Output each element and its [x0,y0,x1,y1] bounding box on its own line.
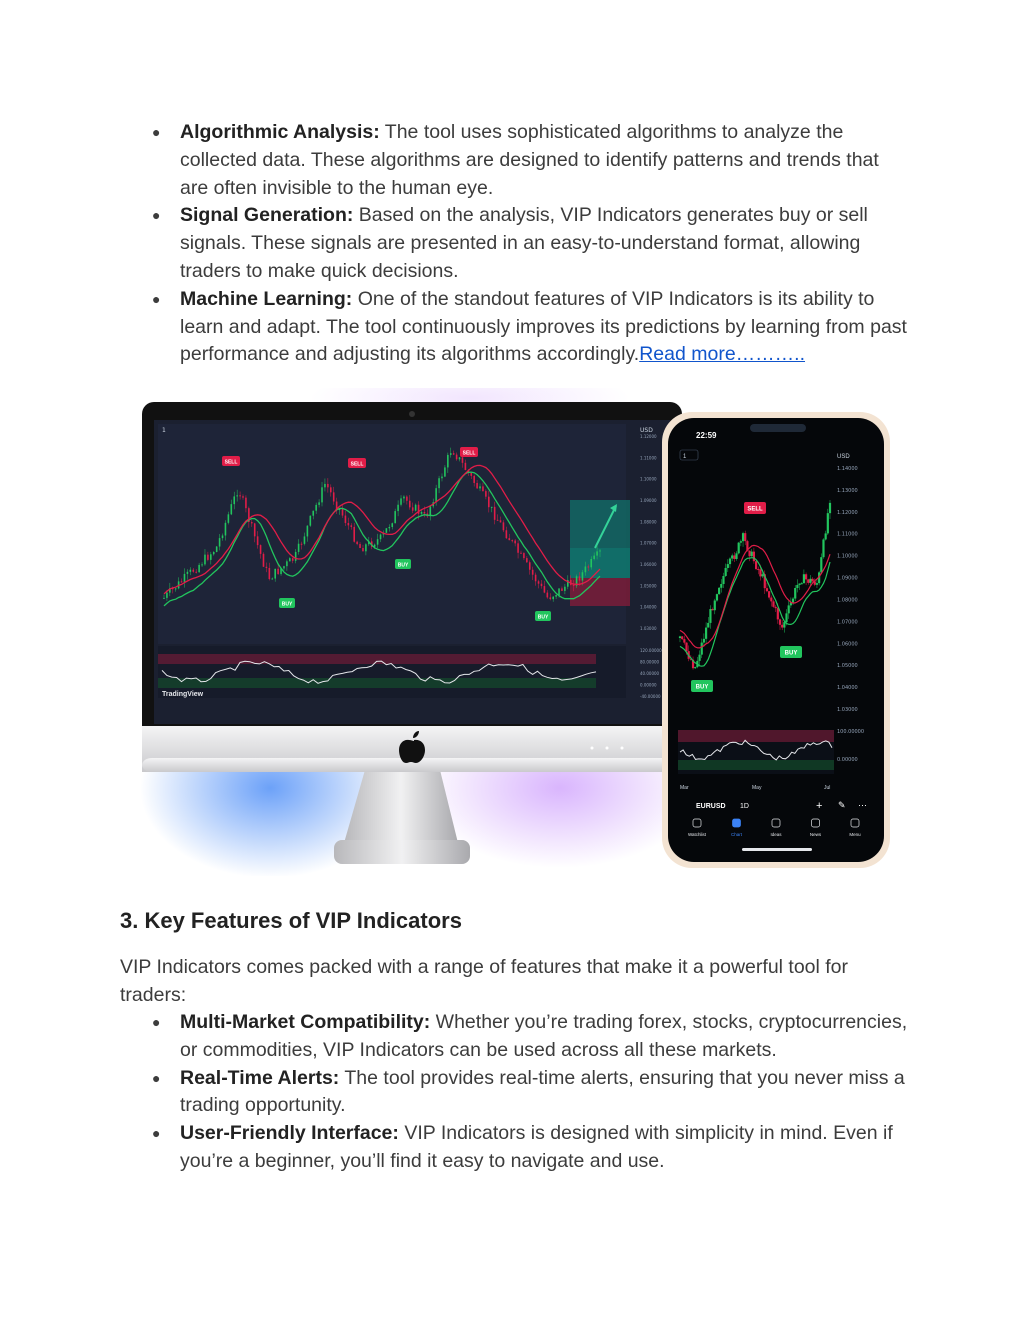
candle-body [549,597,551,599]
candle-body [380,535,382,540]
candle-body [508,538,510,540]
nav-label: Chart [730,832,743,837]
candle-body [251,522,253,523]
bullet-marker: ● [152,1069,161,1086]
axis-tick-label: 1.05000 [837,663,858,670]
candle-body [403,497,405,499]
axis-tick-label: -40.00000 [640,694,661,699]
candle-body [825,533,827,539]
candle-body [435,488,437,502]
candle-body [731,555,733,558]
candle-body [794,588,796,599]
candle-body [421,512,423,514]
candle-body [564,587,566,591]
candle-body [762,574,764,576]
candle-body [529,562,531,569]
bullet-term: Multi-Market Compatibility: [180,1011,431,1033]
candle-body [751,552,753,557]
candle-body [809,579,811,583]
candle-body [465,463,467,470]
axis-tick-label: 1.08000 [837,597,858,604]
candle-body [424,512,426,514]
bullet-text: Based on the analysis, VIP Indicators generates buy or sell signals. These signals are presented in an easy-to-understand format, allowing traders to make quick decisions. [180,204,868,282]
candle-body [292,558,294,561]
desktop-interval[interactable]: 1 [162,427,166,434]
add-icon[interactable]: + [816,800,823,812]
candle-body [254,523,256,536]
candle-body [517,543,519,552]
desktop-oscillator-pane [158,646,626,698]
candle-body [582,572,584,580]
axis-tick-label: 1.13000 [837,487,858,494]
candle-body [599,550,601,551]
candle-body [310,516,312,526]
candle-body [709,609,711,623]
candle-body [541,584,543,586]
candle-body [213,552,215,554]
candle-body [523,553,525,558]
bullet-term: Signal Generation: [180,204,354,227]
candle-body [473,476,475,483]
candle-body [462,457,464,463]
candle-body [788,605,790,613]
bullet-item [152,286,912,369]
candle-body [438,478,440,488]
axis-tick-label: 1.11000 [837,531,858,538]
candle-body [330,487,332,492]
sell-label: SELL [747,506,763,513]
candle-body [781,625,783,628]
desktop-sell-signal [348,458,366,468]
desktop-sell-signal [222,456,240,466]
candle-body [753,552,755,562]
candle-body [766,588,768,591]
bullet-marker: ● [152,290,161,307]
bullet-term: User-Friendly Interface: [180,1122,399,1145]
candle-body [327,484,329,487]
candle-body [705,628,707,639]
candle-body [822,539,824,557]
candle-body [694,667,696,668]
candle-body [353,527,355,542]
candle-body [245,498,247,509]
candle-body [590,559,592,567]
candle-body [544,586,546,593]
candle-body [348,523,350,525]
candle-body [727,564,729,568]
candle-body [792,599,794,603]
candle-body [491,507,493,508]
desktop-sell-signal [460,447,478,457]
candle-body [269,568,271,579]
candle-body [295,552,297,561]
candle-body [312,511,314,516]
candle-body [698,655,700,661]
candle-body [257,536,259,545]
candle-body [315,505,317,511]
axis-tick-label: 1.12000 [837,509,858,516]
candle-body [201,564,203,565]
sell-label: SELL [224,459,238,466]
candle-body [785,613,787,622]
axis-tick-label: 1.06000 [837,641,858,648]
candle-body [400,498,402,504]
axis-tick-label: 1.09000 [837,575,858,582]
candle-body [812,579,814,582]
candle-body [274,569,276,579]
month-label: May [752,785,762,791]
candle-body [239,495,241,496]
candle-body [190,570,192,572]
candle-body [552,597,554,599]
candle-body [219,538,221,546]
candle-body [470,473,472,476]
candle-body [386,528,388,533]
candle-body [175,588,177,589]
candle-body [803,574,805,583]
candle-body [829,503,831,513]
candle-body [184,574,186,582]
candle-body [494,507,496,520]
desktop-currency[interactable]: USD [640,427,653,434]
candle-body [587,566,589,567]
candle-body [683,639,685,643]
intro-bullet-list [152,119,912,369]
candle-body [770,598,772,602]
candle-body [456,455,458,460]
bullet-marker: ● [152,124,161,140]
candle-body [304,536,306,543]
section-heading: 3. Key Features of VIP Indicators [120,908,462,933]
candle-body [714,601,716,611]
candle-body [394,511,396,523]
bullet-text: One of the standout features of VIP Indicators is its ability to learn and adapt. The tool continuously improves its predictions by learning from past performance and adjusting its algorithms accordingly. [180,287,907,366]
candle-body [742,533,744,541]
candle-body [757,569,759,570]
candle-body [685,643,687,652]
candle-body [796,585,798,588]
nav-label: Menu [849,832,861,837]
desktop-stop-zone [570,578,630,606]
candle-body [233,496,235,504]
nav-label: News [809,832,822,837]
candle-body [725,568,727,576]
candle-body [738,543,740,554]
candle-body [342,509,344,516]
axis-tick-label: 1.10000 [640,476,657,482]
candle-body [479,486,481,488]
candle-body [526,558,528,562]
phone-sell-signal [744,502,766,514]
candle-body [497,520,499,521]
candle-body [266,567,268,568]
bullet-text: VIP Indicators is designed with simplicity in mind. Even if you’re a beginner, you’ll find it easy to navigate and use. [180,1122,893,1172]
bullet-marker: ● [152,1125,161,1142]
candle-body [216,547,218,552]
candle-body [707,623,709,628]
candle-body [783,622,785,627]
axis-tick-label: 1.04000 [640,604,657,610]
candle-body [412,507,414,510]
bullet-marker: ● [152,1014,161,1030]
bullet-item [152,202,912,285]
candle-body [389,527,391,528]
candle-body [720,584,722,588]
phone-screen [668,418,884,862]
candle-body [298,544,300,552]
phone-buy-signal [691,680,713,692]
read-more-link[interactable]: Read more……….. [639,343,806,366]
candle-body [532,570,534,575]
candle-body [798,584,800,585]
candle-body [827,513,829,533]
candle-body [441,477,443,479]
candle-body [712,609,714,610]
candle-body [198,565,200,572]
candle-body [359,544,361,548]
candle-body [585,566,587,572]
candle-body [228,514,230,523]
candle-body [772,601,774,606]
phone-notch [750,424,806,432]
candle-body [775,607,777,608]
phone-time: 22:59 [696,431,717,440]
candle-body [755,561,757,569]
candle-body [729,559,731,565]
candle-body [377,539,379,544]
candle-body [520,553,522,554]
desktop-buy-signal [279,598,295,608]
candle-body [488,497,490,508]
candle-body [307,526,309,537]
candle-body [459,457,461,459]
desktop-buy-signal [535,611,551,621]
candle-body [415,505,417,511]
bullet-text: The tool provides real-time alerts, ensuring that you never miss a trading opportunity. [180,1066,905,1117]
candle-body [263,554,265,567]
candle-body [777,608,779,619]
candle-body [271,579,273,580]
candle-body [506,530,508,538]
candle-body [476,483,478,488]
bullet-item [152,1009,912,1065]
candle-body [681,636,683,639]
candle-body [555,595,557,597]
axis-tick-label: 40.00000 [640,671,660,676]
axis-tick-label: 1.06000 [640,562,657,567]
candle-body [163,598,165,599]
buy-label: BUY [281,601,293,608]
nav-label: Watchlist [687,832,707,837]
axis-tick-label: 1.05000 [640,583,657,589]
phone-interval[interactable]: 1 [683,454,687,460]
bullet-item [152,119,912,202]
candle-body [231,504,233,514]
draw-pencil-icon[interactable]: ✎ [838,800,846,810]
buy-label: BUY [695,684,709,691]
buy-label: BUY [537,614,549,621]
axis-tick-label: 1.08000 [640,519,657,525]
axis-tick-label: 0.00000 [640,682,657,688]
candle-body [409,501,411,508]
candle-body [759,569,761,576]
phone-currency[interactable]: USD [837,454,850,460]
candle-body [514,541,516,544]
candle-body [289,558,291,561]
bullet-term: Real-Time Alerts: [180,1066,340,1089]
candle-body [181,581,183,582]
candle-body [573,585,575,586]
candle-body [260,545,262,554]
axis-tick-label: 1.07000 [837,619,858,626]
bullet-text: Whether you’re trading forex, stocks, cryptocurrencies, or commodities, VIP Indicators can be used across all these markets. [180,1011,908,1061]
candle-body [301,544,303,545]
candle-body [225,523,227,536]
section-intro: VIP Indicators comes packed with a range of features that make it a powerful tool for traders: [120,956,849,1006]
candle-body [482,486,484,491]
axis-tick-label: 1.11000 [640,455,657,461]
candle-body [397,505,399,511]
candle-body [350,525,352,527]
feature-bullet-list [152,1009,912,1176]
candle-body [558,588,560,595]
axis-tick-label: 1.10000 [837,553,858,560]
candle-body [748,551,750,556]
sell-label: SELL [350,461,364,468]
candle-body [485,491,487,497]
candle-body [535,575,537,582]
candle-body [321,487,323,502]
candle-body [820,557,822,572]
candle-body [718,588,720,594]
candle-body [596,551,598,555]
candle-body [207,555,209,560]
trading-devices-illustration [140,388,892,876]
candle-body [345,516,347,523]
axis-tick-label: 0.00000 [837,757,858,763]
candle-body [679,636,681,638]
candle-body [538,581,540,583]
more-icon[interactable]: ⋯ [858,800,867,810]
desktop-target-zone [570,500,630,548]
axis-tick-label: 100.00000 [837,729,865,735]
buy-label: BUY [397,562,409,569]
candle-body [210,554,212,560]
desktop-buy-signal [395,559,411,569]
bullet-term: Machine Learning: [180,287,353,310]
nav-label: Ideas [770,832,782,837]
candle-body [195,572,197,573]
candle-body [444,467,446,476]
axis-tick-label: 120.00000 [640,648,662,653]
candle-body [204,555,206,565]
candle-body [744,533,746,541]
bullet-text: The tool uses sophisticated algorithms to analyze the collected data. These algorithms are designed to identify patterns and trends that are often invisible to the human eye. [180,121,879,199]
candle-body [701,643,703,655]
phone-home-indicator [742,848,812,851]
candle-body [318,502,320,505]
candle-body [801,583,803,584]
candle-body [500,520,502,522]
candle-body [733,555,735,559]
candle-body [406,497,408,501]
candle-body [450,453,452,455]
axis-tick-label: 1.12000 [640,434,657,439]
candle-body [222,535,224,538]
axis-tick-label: 1.07000 [640,540,657,546]
product-image [140,388,892,876]
candle-body [740,541,742,543]
phone-buy-signal [780,646,802,658]
candle-body [324,484,326,487]
sell-label: SELL [462,450,476,457]
candle-body [362,548,364,551]
candle-body [805,574,807,579]
candle-body [503,522,505,530]
axis-tick-label: 1.14000 [837,466,858,472]
candle-body [779,619,781,624]
candle-body [807,579,809,582]
buy-label: BUY [784,650,798,657]
candle-body [722,576,724,584]
candle-body [166,593,168,598]
bullet-marker: ● [152,207,161,224]
phone-symbol[interactable]: EURUSD [696,803,726,810]
candle-body [187,572,189,574]
axis-tick-label: 1.03000 [837,707,858,713]
candle-body [365,544,367,551]
month-label: Mar [680,785,689,791]
candle-body [236,495,238,496]
candle-body [391,523,393,527]
candle-body [242,496,244,497]
axis-tick-label: 1.09000 [640,498,657,503]
candle-body [703,639,705,643]
candle-body [511,540,513,541]
month-label: Jul [824,785,831,791]
axis-tick-label: 1.04000 [837,685,858,692]
tradingview-logo: TradingView [162,691,204,698]
candle-body [277,569,279,574]
monitor-camera [409,411,415,417]
bullet-item [152,1120,912,1176]
candle-body [579,576,581,580]
candle-body [547,593,549,598]
bullet-item [152,1065,912,1121]
candle-body [356,542,358,544]
candle-body [768,591,770,597]
candle-body [192,570,194,572]
axis-tick-label: 1.03000 [640,626,657,631]
candle-body [735,553,737,559]
candle-body [333,492,335,501]
candle-body [561,588,563,590]
candle-body [453,453,455,454]
bullet-term: Algorithmic Analysis: [180,121,380,143]
candle-body [283,566,285,568]
monitor-base [334,840,470,864]
candle-body [447,455,449,468]
candle-body [716,594,718,600]
phone-timeframe[interactable]: 1D [740,803,749,810]
axis-tick-label: 80.00000 [640,659,660,665]
nav-icon [733,819,741,827]
candle-body [816,583,818,585]
candle-body [286,561,288,566]
candle-body [593,556,595,559]
